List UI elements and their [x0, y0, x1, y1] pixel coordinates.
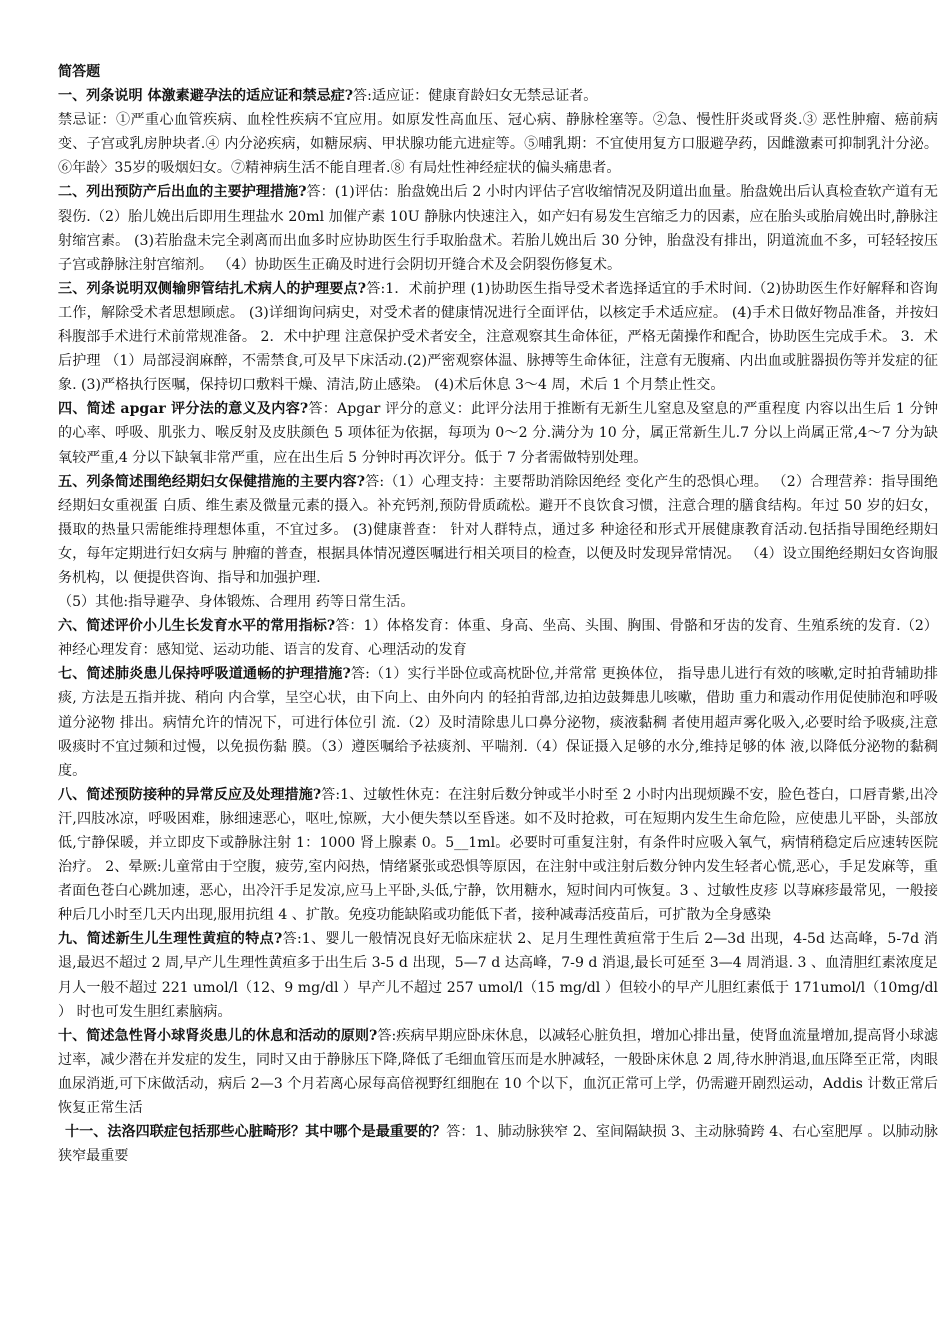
qa-item-5: [58, 470, 938, 590]
answer-8: 答:1、过敏性休克：在注射后数分钟或半小时至 2 小时内出现烦躁不安，脸色苍白，口唇青紫,出冷汗,四肢冰凉，呼吸困难，脉细速恶心，呕吐,惊厥，大小便失禁以至昏迷。如不及时抢救，可在短期内发生生命危险，应使患儿平卧，头部放低,宁静保暖，并立即皮下或静脉注射 1：1000 肾上腺素 0。5__1ml。必要时可重复注射，有条件时应吸入氧气，病情稍稳定后应速转医院治疗。 2、晕厥:儿童常由于空腹，疲劳,室内闷热，情绪紧张或恐惧等原因，在注射中或注射后数分钟内发生轻者心慌,恶心，手足发麻等，重者面色苍白心跳加速，恶心，出冷汗手足发凉,应马上平卧,头低,宁静，饮用糖水，短时间内可恢复。3 、过敏性皮疹 以荨麻疹最常见，一般接种后几小时至几天内出现,服用抗组 4 、扩散。免疫功能缺陷或功能低下者，接种减毒活疫苗后，可扩散为全身感染: [58, 786, 938, 924]
qa-item-1-contraindications: [58, 108, 938, 180]
answer-10: 答:疾病早期应卧床休息，以减轻心脏负担，增加心排出量，使肾血流量增加,提高肾小球滤过率，减少潜在并发症的发生，同时又由于静脉压下降,降低了毛细血管压而是水肿减轻，一般卧床休息 2 周,待水肿消退,血压降至正常，肉眼血尿消逝,可下床做活动，病后 2—3 个月若离心尿每高倍视野红细胞在 10 个以下，血沉正常可上学，仍需避开剧烈运动，Addis 计数正常后恢复正常生活: [58, 1027, 938, 1117]
qa-item-1: [58, 84, 938, 108]
question-6: 六、简述评价小儿生长发育水平的常用指标?: [58, 618, 336, 635]
answer-1: 答:适应证：健康育龄妇女无禁忌证者。: [353, 88, 598, 105]
question-2: 二、列出预防产后出血的主要护理措施?: [58, 184, 307, 201]
question-11: 十一、法洛四联症包括那些心脏畸形？其中哪个是最重要的？: [65, 1124, 447, 1141]
question-4: 四、简述 apgar 评分法的意义及内容?: [58, 401, 309, 418]
answer-2: 答：(1)评估：胎盘娩出后 2 小时内评估子宫收缩情况及阴道出血量。胎盘娩出后认真检查软产道有无裂伤.（2）胎儿娩出后即用生理盐水 20ml 加催产素 10U 静脉内快速注入，如产妇有易发生宫缩乏力的因素，应在胎头或胎肩娩出时,静脉注射缩宫素。 (3)若胎盘未完全剥离而出血多时应协助医生行手取胎盘术。若胎儿娩出后 30 分钟，胎盘没有排出，阴道流血不多，可轻轻按压子宫或静脉注射宫缩剂。 （4）协助医生正确及时进行会阴切开缝合术及会阴裂伤修复术。: [58, 184, 938, 273]
qa-item-9: [58, 927, 938, 1023]
question-1: 一、列条说明 体激素避孕法的适应证和禁忌症?: [58, 88, 354, 105]
qa-item-5-other: [58, 590, 938, 614]
question-5: 五、列条简述围绝经期妇女保健措施的主要内容?: [58, 473, 366, 490]
question-8: 八、简述预防接种的异常反应及处理措施?: [58, 786, 322, 803]
qa-item-7: [58, 662, 938, 782]
qa-item-10: [58, 1024, 938, 1120]
answer-6: 答：1）体格发育：体重、身高、坐高、头围、胸围、骨骼和牙齿的发育、生殖系统的发育.（2）神经心理发育：感知觉、运动功能、语言的发育、心理活动的发育: [58, 618, 938, 659]
question-10: 十、简述急性肾小球肾炎患儿的休息和活动的原则?: [58, 1027, 378, 1044]
qa-item-3: [58, 277, 938, 397]
question-9: 九、简述新生儿生理性黄疸的特点?: [58, 931, 283, 948]
answer-4: 答：Apgar 评分的意义：此评分法用于推断有无新生儿窒息及窒息的严重程度 内容以出生后 1 分钟的心率、呼吸、肌张力、喉反射及皮肤颜色 5 项体征为依据，每项为 0～2 分.满分为 10 分，属正常新生儿.7 分以上尚属正常,4～7 分为缺氧较严重,4 分以下缺氧非常严重，应在出生后 5 分钟时再次评分。低于 7 分者需做特别处理。: [58, 401, 938, 466]
answer-7: 答:（1）实行半卧位或高枕卧位,并常常 更换体位， 指导患儿进行有效的咳嗽,定时拍背辅助排痰, 方法是五指并拢、稍向 内合掌，呈空心状，由下向上、由外向内 的轻拍背部,边拍边鼓舞患儿咳嗽，借助 重力和震动作用促使肺泡和呼吸道分泌物 排出。病情允许的情况下，可进行体位引 流.（2）及时清除患儿口鼻分泌物，痰液黏稠 者使用超声雾化吸入,必要时给予吸痰,注意吸痰时不宜过频和过慢，以免损伤黏 膜。（3）遵医嘱给予祛痰剂、平喘剂.（4）保证摄入足够的水分,维持足够的体 液,以降低分泌物的黏稠度。: [58, 666, 938, 779]
answer-5: 答:（1）心理支持：主要帮助消除因绝经 变化产生的恐惧心理。 （2）合理营养：指导围绝经期妇女重视蛋 白质、维生素及微量元素的摄入。补充钙剂,预防骨质疏松。避开不良饮食习惯，注意合理的膳食结构。年过 50 岁的妇女，摄取的热量只需能维持理想体重，不宜过多。 (3)健康普查： 针对人群特点，通过多 种途径和形式开展健康教育活动.包括指导围绝经期妇女，每年定期进行妇女病与 肿瘤的普查，根据具体情况遵医嘱进行相关项目的检查，以便及时发现异常情况。 （4）设立围绝经期妇女咨询服务机构，以 便提供咨询、指导和加强护理.: [58, 473, 939, 586]
answer-11: 答：1、肺动脉狭窄 2、室间隔缺损 3、主动脉骑跨 4、右心室肥厚 。以肺动脉狭窄最重要: [58, 1124, 938, 1165]
qa-item-2: [58, 180, 938, 276]
answer-9: 答:1、婴儿一般情况良好无临床症状 2、足月生理性黄疸常于生后 2—3d 出现，4-5d 达高峰，5-7d 消退,最迟不超过 2 周,早产儿生理性黄疸多于出生后 3-5 d 出现，5—7 d 达高峰，7-9 d 消退,最长可延至 3—4 周消退. 3 、血清胆红素浓度足月人一般不超过 221 umol/l（12、9 mg/dl ）早产儿不超过 257 umol/l（15 mg/dl ）但较小的早产儿胆红素低于 171umol/l（10mg/dl ） 时也可发生胆红素脑病。: [58, 931, 938, 1020]
qa-item-4: [58, 397, 938, 469]
document-page: [58, 60, 938, 1168]
question-3: 三、列条说明双侧输卵管结扎术病人的护理要点?: [58, 280, 367, 297]
document-title: 简答题: [58, 64, 101, 80]
qa-item-11: [58, 1120, 938, 1168]
answer-5-other: （5）其他:指导避孕、身体锻炼、合理用 药等日常生活。: [58, 594, 415, 611]
qa-item-8: [58, 783, 938, 928]
answer-1-contraindications: 禁忌证：①严重心血管疾病、血栓性疾病不宜应用。如原发性高血压、冠心病、静脉栓塞等。②急、慢性肝炎或肾炎.③ 恶性肿瘤、癌前病变、子宫或乳房肿块者.④ 内分泌疾病，如糖尿病、甲状腺功能亢进症等。⑤哺乳期：不宜使用复方口服避孕药，因雌激素可抑制乳汁分泌。⑥年龄〉35岁的吸烟妇女。⑦精神病生活不能自理者.⑧ 有局灶性神经症状的偏头痛患者。: [58, 112, 938, 177]
qa-item-6: [58, 614, 938, 662]
answer-3: 答:1．术前护理 (1)协助医生指导受术者选择适宜的手术时间.（2)协助医生作好解释和咨询工作，解除受术者思想顾虑。 (3)详细询问病史，对受术者的健康情况进行全面评估，以核定手术适应症。 (4)手术日做好物品准备，并按妇科腹部手术进行术前常规准备。 2．术中护理 注意保护受术者安全，注意观察其生命体征，严格无菌操作和配合，协助医生完成手术。 3．术后护理 （1）局部浸润麻醉，不需禁食,可及早下床活动.(2)严密观察体温、脉搏等生命体征，注意有无腹痛、内出血或脏器损伤等并发症的征象. (3)严格执行医嘱，保持切口敷料干燥、清洁,防止感染。 (4)术后休息 3～4 周，术后 1 个月禁止性交。: [58, 280, 938, 394]
question-7: 七、简述肺炎患儿保持呼吸道通畅的护理措施?: [58, 666, 351, 683]
